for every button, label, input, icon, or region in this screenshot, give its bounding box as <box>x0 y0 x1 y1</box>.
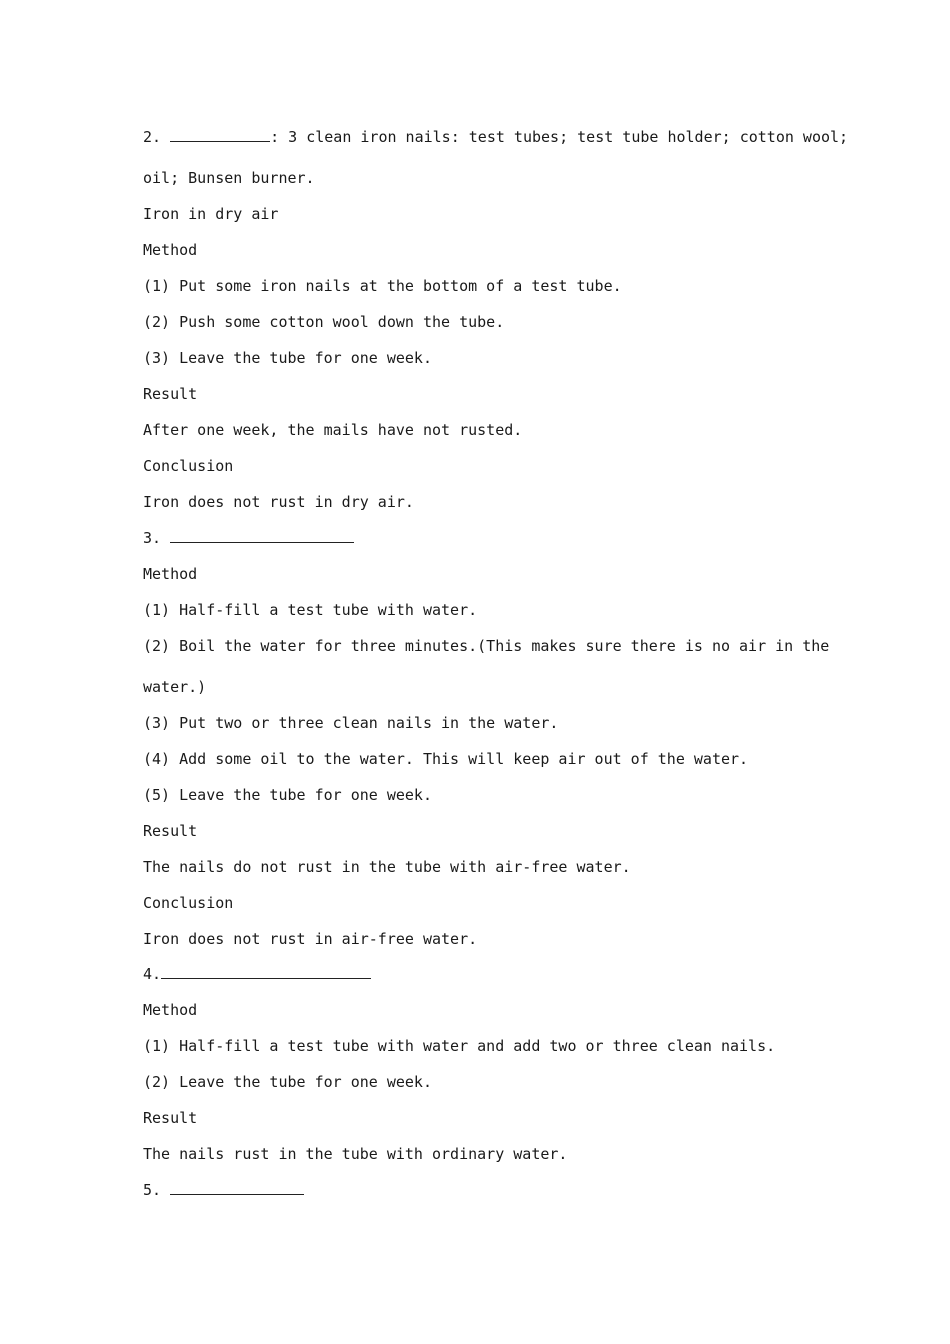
s2-title: Iron in dry air <box>143 205 279 223</box>
s2-materials-cont: oil; Bunsen burner. <box>143 169 315 187</box>
s2-result-label: Result <box>143 385 198 403</box>
s3-result-text: The nails do not rust in the tube with air-free water. <box>143 858 631 876</box>
s2-materials-text: : 3 clean iron nails: test tubes; test tube holder; cotton wool; <box>270 128 849 146</box>
s2-conclusion-text: Iron does not rust in dry air. <box>143 493 414 511</box>
s3-result-label: Result <box>143 822 198 840</box>
s4-heading-line <box>143 964 371 984</box>
s5-heading-line <box>143 1180 304 1200</box>
s4-result-text: The nails rust in the tube with ordinary water. <box>143 1145 568 1163</box>
s4-result-label: Result <box>143 1109 198 1127</box>
s3-answer-blank[interactable] <box>170 528 354 543</box>
s2-conclusion-label: Conclusion <box>143 457 234 475</box>
s4-method-label: Method <box>143 1001 198 1019</box>
s3-number: 3. <box>143 529 162 547</box>
s3-step-2: (2) Boil the water for three minutes.(This makes sure there is no air in the <box>143 637 830 655</box>
s4-step-2: (2) Leave the tube for one week. <box>143 1073 432 1091</box>
s5-number: 5. <box>143 1181 162 1199</box>
s3-step-5: (5) Leave the tube for one week. <box>143 786 432 804</box>
s2-step-1: (1) Put some iron nails at the bottom of a test tube. <box>143 277 622 295</box>
s2-step-3: (3) Leave the tube for one week. <box>143 349 432 367</box>
s4-step-1: (1) Half-fill a test tube with water and add two or three clean nails. <box>143 1037 776 1055</box>
s3-conclusion-label: Conclusion <box>143 894 234 912</box>
s3-conclusion-text: Iron does not rust in air-free water. <box>143 930 478 948</box>
s4-answer-blank[interactable] <box>161 964 371 979</box>
s2-method-label: Method <box>143 241 198 259</box>
s2-materials-line <box>143 127 848 147</box>
s3-step-3: (3) Put two or three clean nails in the water. <box>143 714 559 732</box>
s3-step-1: (1) Half-fill a test tube with water. <box>143 601 478 619</box>
s3-step-2-cont: water.) <box>143 678 207 696</box>
s2-step-2: (2) Push some cotton wool down the tube. <box>143 313 505 331</box>
s2-answer-blank[interactable] <box>170 127 270 142</box>
s2-result-text: After one week, the mails have not rusted. <box>143 421 523 439</box>
s2-number: 2. <box>143 128 162 146</box>
s5-answer-blank[interactable] <box>170 1180 304 1195</box>
s3-heading-line <box>143 528 354 548</box>
s4-number: 4. <box>143 965 162 983</box>
s3-step-4: (4) Add some oil to the water. This will keep air out of the water. <box>143 750 749 768</box>
s3-method-label: Method <box>143 565 198 583</box>
